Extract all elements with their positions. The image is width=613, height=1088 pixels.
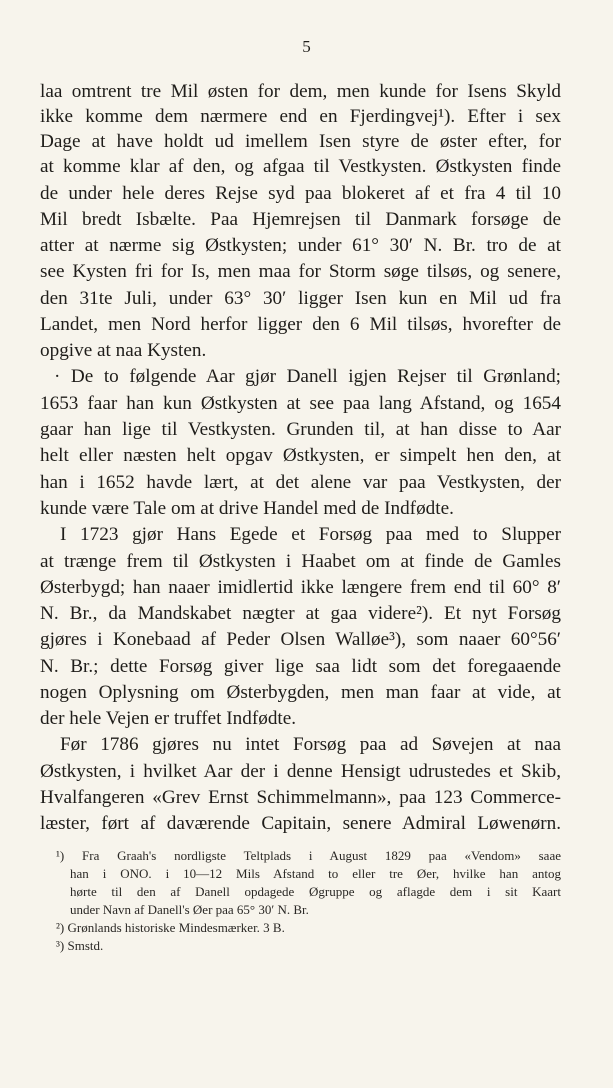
body-line: Landet, men Nord herfor ligger den 6 Mil tilsøs, hvorefter de	[40, 314, 561, 335]
footnote-line: ¹) Fra Graah's nordligste Teltplads i August 1829 paa «Vendom» saae	[56, 848, 561, 863]
body-line: opgive at naa Kysten.	[40, 340, 207, 361]
body-line: N. Br.; dette Forsøg giver lige saa lidt som det foregaaende	[40, 656, 561, 677]
body-line: gaar han lige til Vestkysten. Grunden til, at han disse to Aar	[40, 419, 561, 440]
body-line: Østkysten, i hvilket Aar der i denne Hensigt udrustedes et Skib,	[40, 761, 561, 782]
body-line: helt eller næsten helt opgav Østkysten, er simpelt hen den, at	[40, 445, 561, 466]
footnote-line: hørte til den af Danell opdagede Øgruppe og aflagde dem i sit Kaart	[70, 884, 561, 899]
footnote-line: ³) Smstd.	[56, 938, 104, 953]
body-line: ikke komme dem nærmere end en Fjerdingvej¹). Efter i sex	[40, 106, 561, 127]
body-line: Mil bredt Isbælte. Paa Hjemrejsen til Danmark forsøge de	[40, 209, 561, 230]
body-line: Østerbygd; han naaer imidlertid ikke længere frem end til 60° 8′	[40, 577, 561, 598]
body-line: nogen Oplysning om Østerbygden, men man faar at vide, at	[40, 682, 561, 703]
footnote-line: under Navn af Danell's Øer paa 65° 30′ N. Br.	[70, 902, 309, 917]
body-line: at komme klar af den, og afgaa til Vestkysten. Østkysten finde	[40, 156, 561, 177]
body-line: der hele Vejen er truffet Indfødte.	[40, 708, 297, 729]
body-line: læster, ført af daværende Capitain, senere Admiral Løwenørn.	[40, 813, 561, 834]
body-line: kunde være Tale om at drive Handel med de Indfødte.	[40, 498, 454, 519]
page-number: 5	[302, 37, 311, 56]
body-line: 1653 faar han kun Østkysten at see paa lang Afstand, og 1654	[40, 393, 561, 414]
body-line: atter at nærme sig Østkysten; under 61° 30′ N. Br. tro de at	[40, 235, 561, 256]
footnote-line: han i ONO. i 10—12 Mils Afstand to eller tre Øer, hvilke han antog	[70, 866, 561, 881]
body-line: gjøres i Konebaad af Peder Olsen Walløe³), som naaer 60°56′	[40, 629, 561, 650]
body-line: Før 1786 gjøres nu intet Forsøg paa ad Søvejen at naa	[60, 734, 561, 755]
footnote-line: ²) Grønlands historiske Mindesmærker. 3 B.	[56, 920, 285, 935]
body-line: laa omtrent tre Mil østen for dem, men kunde for Isens Skyld	[40, 81, 561, 102]
body-line: at trænge frem til Østkysten i Haabet om at finde de Gamles	[40, 551, 561, 572]
body-line: den 31te Juli, under 63° 30′ ligger Isen kun en Mil ud fra	[40, 288, 561, 309]
body-line: N. Br., da Mandskabet nægter at gaa videre²). Et nyt Forsøg	[40, 603, 561, 624]
body-line: see Kysten fri for Is, men maa for Storm søge tilsøs, og senere,	[40, 261, 561, 282]
body-line: Dage at have holdt ud imellem Isen styre de øster efter, for	[40, 131, 561, 152]
body-line: Hvalfangeren «Grev Ernst Schimmelmann», paa 123 Commerce-	[40, 787, 561, 808]
body-line: han i 1652 havde lært, at det alene var paa Vestkysten, der	[40, 472, 561, 493]
body-line: de under hele deres Rejse syd paa blokeret af et fra 4 til 10	[40, 183, 561, 204]
body-line: · De to følgende Aar gjør Danell igjen Rejser til Grønland;	[54, 366, 561, 387]
body-line: I 1723 gjør Hans Egede et Forsøg paa med to Slupper	[60, 524, 561, 545]
